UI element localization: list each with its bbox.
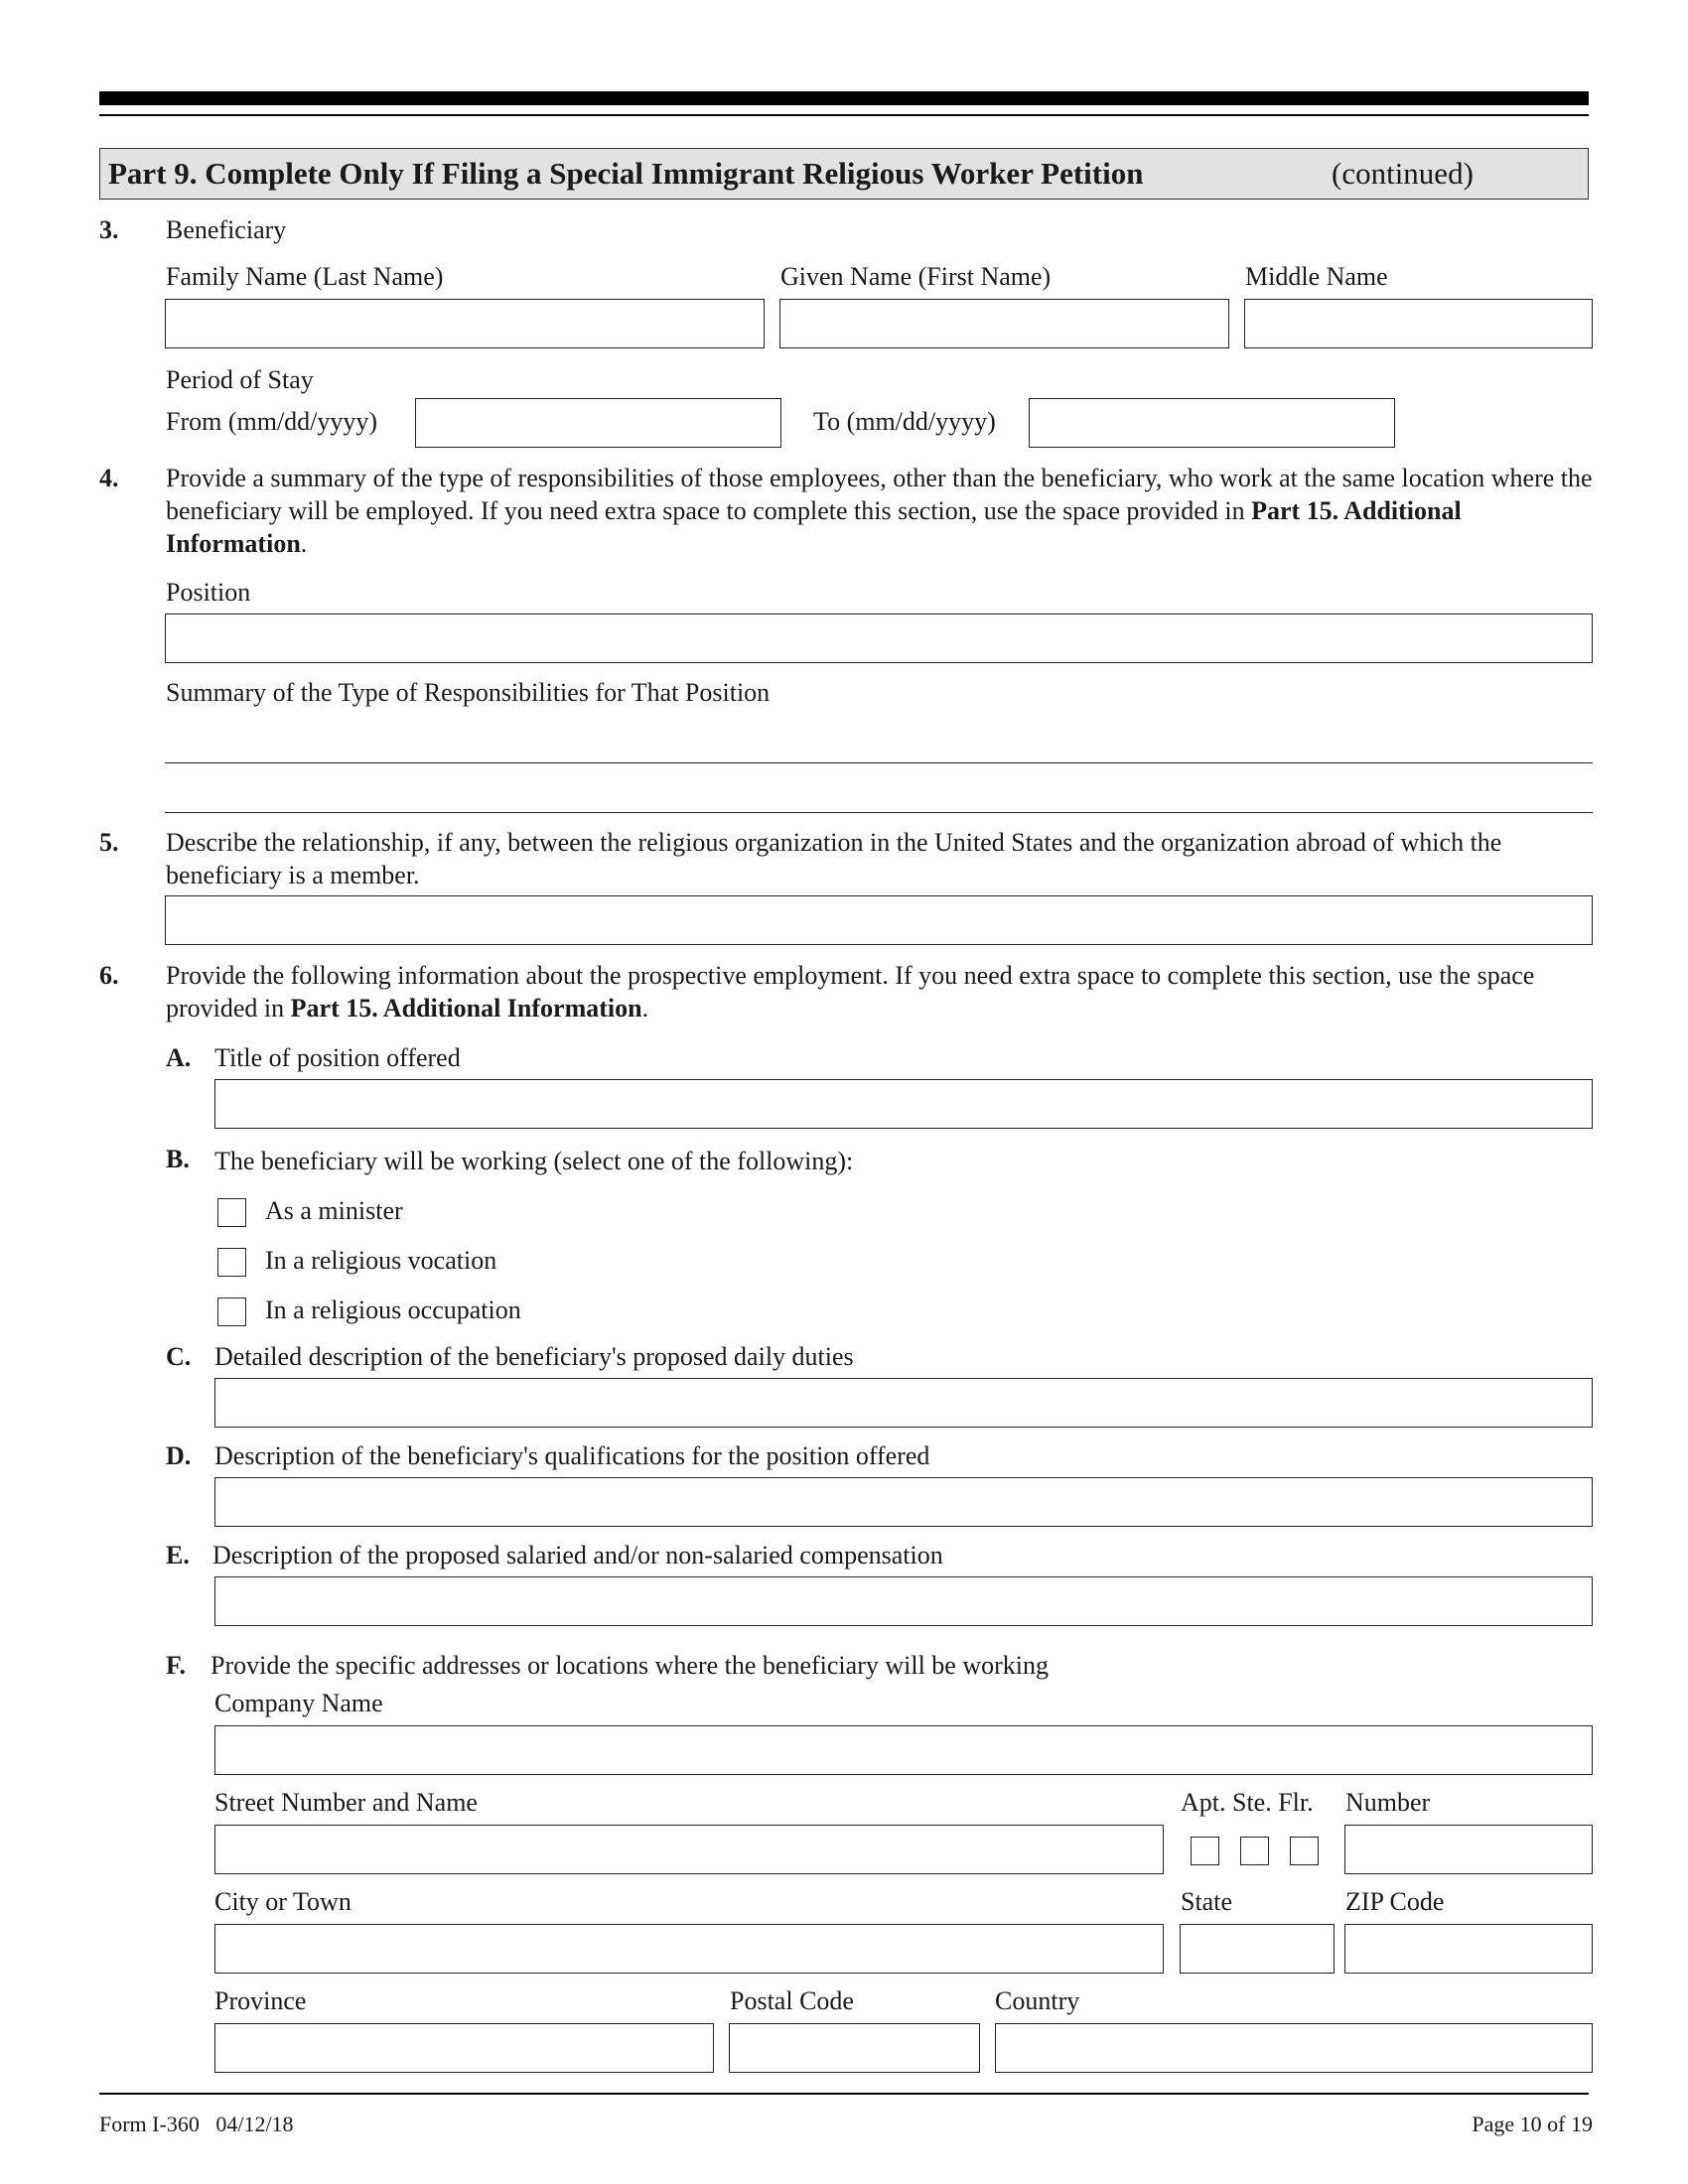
religious-occupation-checkbox[interactable] <box>217 1297 246 1326</box>
unit-number-input[interactable] <box>1344 1825 1593 1874</box>
q6e-label: Description of the proposed salaried and/or non-salaried compensation <box>212 1541 943 1570</box>
q6b-letter: B. <box>166 1145 190 1173</box>
postal-code-input[interactable] <box>729 2023 980 2073</box>
footer-rule <box>99 2093 1589 2095</box>
part-header <box>99 148 1589 200</box>
q4-number: 4. <box>99 464 119 492</box>
footer-form-id: Form I-360 04/12/18 <box>99 2112 294 2136</box>
q6f-letter: F. <box>166 1651 186 1680</box>
country-label: Country <box>995 1986 1080 2015</box>
postal-code-label: Postal Code <box>730 1986 854 2015</box>
given-name-label: Given Name (First Name) <box>780 262 1052 291</box>
compensation-input[interactable] <box>214 1576 1593 1626</box>
company-name-input[interactable] <box>214 1725 1593 1775</box>
family-name-label: Family Name (Last Name) <box>166 262 444 291</box>
province-label: Province <box>214 1986 307 2015</box>
q5-instructions: Describe the relationship, if any, between the religious organization in the United States and the organization abroad of which the beneficiary is a member. <box>166 828 1502 889</box>
period-of-stay-label: Period of Stay <box>166 365 314 394</box>
footer-page-number: Page 10 of 19 <box>1472 2112 1593 2136</box>
q3-number: 3. <box>99 215 119 244</box>
zip-label: ZIP Code <box>1345 1887 1445 1916</box>
q6-text: Provide the following information about the prospective employment. If you need extra space to complete this section, use the space provided in <box>166 961 1535 1023</box>
as-minister-checkbox[interactable] <box>217 1198 246 1227</box>
apt-checkbox[interactable] <box>1191 1837 1219 1865</box>
flr-checkbox[interactable] <box>1290 1837 1319 1865</box>
q6-number: 6. <box>99 961 119 990</box>
religious-vocation-label: In a religious vocation <box>265 1246 497 1275</box>
q4-text: Provide a summary of the type of responsibilities of those employees, other than the beneficiary, who work at the same location where the beneficiary will be employed. If you need extra space to complete this section, use the space provided in <box>166 464 1593 525</box>
middle-name-input[interactable] <box>1244 299 1593 348</box>
position-input[interactable] <box>165 614 1593 663</box>
state-select[interactable] <box>1180 1924 1335 1974</box>
q6-part15-ref: Part 15. Additional Information <box>290 994 642 1023</box>
daily-duties-input[interactable] <box>214 1378 1593 1428</box>
country-input[interactable] <box>995 2023 1593 2073</box>
q3-title: Beneficiary <box>166 215 287 244</box>
apt-ste-flr-label: Apt. Ste. Flr. <box>1181 1788 1314 1817</box>
q6-text-end: . <box>641 994 649 1023</box>
province-input[interactable] <box>214 2023 714 2073</box>
position-label: Position <box>166 578 251 607</box>
q6-instructions <box>166 959 1596 1024</box>
from-date-label: From (mm/dd/yyyy) <box>166 407 378 436</box>
family-name-input[interactable] <box>165 299 765 348</box>
unit-number-label: Number <box>1345 1788 1431 1817</box>
religious-occupation-label: In a religious occupation <box>265 1296 521 1324</box>
q6f-label: Provide the specific addresses or locations where the beneficiary will be working <box>211 1651 1049 1680</box>
ste-checkbox[interactable] <box>1240 1837 1269 1865</box>
q6a-label: Title of position offered <box>214 1043 461 1072</box>
summary-line-2[interactable] <box>165 812 1593 813</box>
middle-name-label: Middle Name <box>1245 262 1388 291</box>
q4-instructions <box>166 462 1596 560</box>
religious-vocation-checkbox[interactable] <box>217 1248 246 1277</box>
q4-text-end: . <box>300 529 308 558</box>
to-date-input[interactable] <box>1029 398 1395 448</box>
position-title-input[interactable] <box>214 1079 1593 1129</box>
zip-input[interactable] <box>1344 1924 1593 1974</box>
q4-part15-ref: Part 15. Additional Information <box>166 496 1462 558</box>
q6c-label: Detailed description of the beneficiary's proposed daily duties <box>214 1342 854 1371</box>
as-minister-label: As a minister <box>265 1196 403 1225</box>
top-thick-rule <box>99 91 1589 105</box>
state-label: State <box>1181 1887 1232 1916</box>
city-label: City or Town <box>214 1887 352 1916</box>
q6e-letter: E. <box>166 1541 190 1570</box>
company-name-label: Company Name <box>214 1689 383 1717</box>
q5-number: 5. <box>99 828 119 857</box>
q6d-letter: D. <box>166 1441 192 1470</box>
summary-line-1[interactable] <box>165 762 1593 763</box>
street-input[interactable] <box>214 1825 1164 1874</box>
q6b-label: The beneficiary will be working (select one of the following): <box>214 1147 854 1175</box>
qualifications-input[interactable] <box>214 1477 1593 1527</box>
given-name-input[interactable] <box>779 299 1229 348</box>
q6a-letter: A. <box>166 1043 192 1072</box>
part-title: Part 9. Complete Only If Filing a Special Immigrant Religious Worker Petition <box>108 156 1144 191</box>
to-date-label: To (mm/dd/yyyy) <box>813 407 996 436</box>
street-label: Street Number and Name <box>214 1788 478 1817</box>
q6c-letter: C. <box>166 1342 192 1371</box>
q6d-label: Description of the beneficiary's qualifications for the position offered <box>214 1441 930 1470</box>
top-thin-rule <box>99 114 1589 116</box>
city-input[interactable] <box>214 1924 1164 1974</box>
responsibilities-summary-label: Summary of the Type of Responsibilities for That Position <box>166 678 771 707</box>
from-date-input[interactable] <box>415 398 781 448</box>
part-title-suffix: (continued) <box>1332 156 1474 191</box>
relationship-input[interactable] <box>165 895 1593 945</box>
